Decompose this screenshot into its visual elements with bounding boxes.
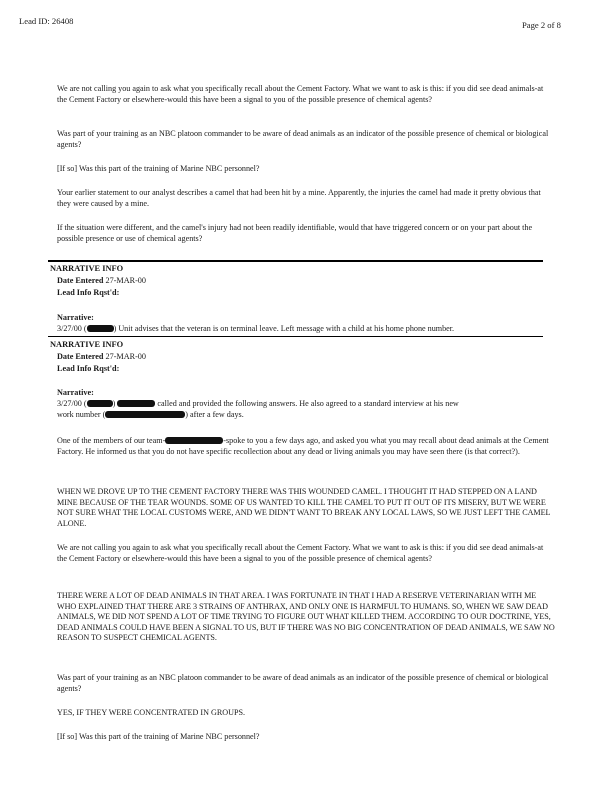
redaction xyxy=(165,437,223,444)
narrative-line-2: work number ( ) after a few days. xyxy=(57,410,244,419)
intro-paragraph-3: [If so] Was this part of the training of Marine NBC personnel? xyxy=(57,164,260,173)
narrative-label: Narrative: xyxy=(57,313,94,322)
answer-1: WHEN WE DROVE UP TO THE CEMENT FACTORY THERE WAS THIS WOUNDED CAMEL. I THOUGHT IT HAD STEPPED ON A LAND MINE BECAUSE OF THE TEAR WOUNDS. SOME OF US WANTED TO KILL THE CAMEL TO PUT IT OUT OF ITS MISERY, BUT WE WERE NOT SURE WHAT THE LOCAL CUSTOMS WERE, AND WE DIDN'T WANT TO BREAK ANY LOCAL LAWS, SO WE JUST LEFT THE CAMEL ALONE. xyxy=(57,487,551,528)
redaction xyxy=(105,411,185,418)
section-heading: NARRATIVE INFO xyxy=(50,264,124,273)
date-entered-value: 27-MAR-00 xyxy=(105,352,146,361)
intro-paragraph-5: If the situation were different, and the camel's injury had not been readily identifiable, would that have triggered concern or on your part about the possible presence or use of chemical agents? xyxy=(57,223,533,243)
date-entered-label: Date Entered xyxy=(57,352,104,361)
date-entered-label: Date Entered xyxy=(57,276,104,285)
date-entered-row xyxy=(57,352,146,361)
section-divider xyxy=(48,260,543,262)
answer-3: YES, IF THEY WERE CONCENTRATED IN GROUPS. xyxy=(57,708,246,717)
narrative-text: 3/27/00 ( ) Unit advises that the veteran is on terminal leave. Left message with a child at his home phone number. xyxy=(57,324,455,333)
date-entered-row xyxy=(57,276,146,285)
intro-paragraph-4: Your earlier statement to our analyst describes a camel that had been hit by a mine. Apparently, the injuries the camel had made it pretty obvious that they were caused by a mine. xyxy=(57,188,541,208)
question-3: Was part of your training as an NBC platoon commander to be aware of dead animals as an indicator of the possible presence of chemical or biological agents? xyxy=(57,673,549,693)
narrative-line-1: 3/27/00 ( ) called and provided the following answers. He also agreed to a standard interview at his new xyxy=(57,399,459,408)
redaction xyxy=(87,325,114,332)
intro-paragraph-2: Was part of your training as an NBC platoon commander to be aware of dead animals as an indicator of the possible presence of chemical or biological agents? xyxy=(57,129,549,149)
redaction xyxy=(87,400,113,407)
section-heading: NARRATIVE INFO xyxy=(50,340,124,349)
question-1: One of the members of our team- -spoke to you a few days ago, and asked you what you may recall about dead animals at the Cement Factory. He informed us that you do not have specific recollection about any dead or living animals you may have seen there (is that correct?). xyxy=(57,436,549,456)
lead-info-rqstd-label: Lead Info Rqst'd: xyxy=(57,364,120,373)
question-4: [If so] Was this part of the training of Marine NBC personnel? xyxy=(57,732,260,741)
lead-id: Lead ID: 26408 xyxy=(19,16,74,26)
lead-info-rqstd-label: Lead Info Rqst'd: xyxy=(57,288,120,297)
narrative-label: Narrative: xyxy=(57,388,94,397)
date-entered-value: 27-MAR-00 xyxy=(105,276,146,285)
question-2: We are not calling you again to ask what you specifically recall about the Cement Factory. What we want to ask is this: if you did see dead animals-at the Cement Factory or elsewhere-would this have been a signal to you of the possible presence of chemical agents? xyxy=(57,543,544,563)
redaction xyxy=(117,400,155,407)
intro-paragraph-1: We are not calling you again to ask what you specifically recall about the Cement Factory. What we want to ask is this: if you did see dead animals-at the Cement Factory or elsewhere-would this have been a signal to you of the possible presence of chemical agents? xyxy=(57,84,544,104)
page-number: Page 2 of 8 xyxy=(522,20,561,30)
answer-2: THERE WERE A LOT OF DEAD ANIMALS IN THAT AREA. I WAS FORTUNATE IN THAT I HAD A RESERVE VETERINARIAN WITH ME WHO EXPLAINED THAT THERE ARE 3 STRAINS OF ANTHRAX, AND ONLY ONE IS HARMFUL TO HUMANS. SO, WHEN WE SAW DEAD ANIMALS, WE DID NOT SPEND A LOT OF TIME TRYING TO FIGURE OUT WHAT KILLED THEM. ACCORDING TO OUR DOCTRINE, YES, DEAD ANIMALS COULD HAVE BEEN A SIGNAL TO US, BUT IF THERE WAS NO BIG CONCENTRATION OF DEAD ANIMALS, WE SAW NO REASON TO SUSPECT CHEMICAL AGENTS. xyxy=(57,591,555,643)
section-divider xyxy=(48,336,543,337)
